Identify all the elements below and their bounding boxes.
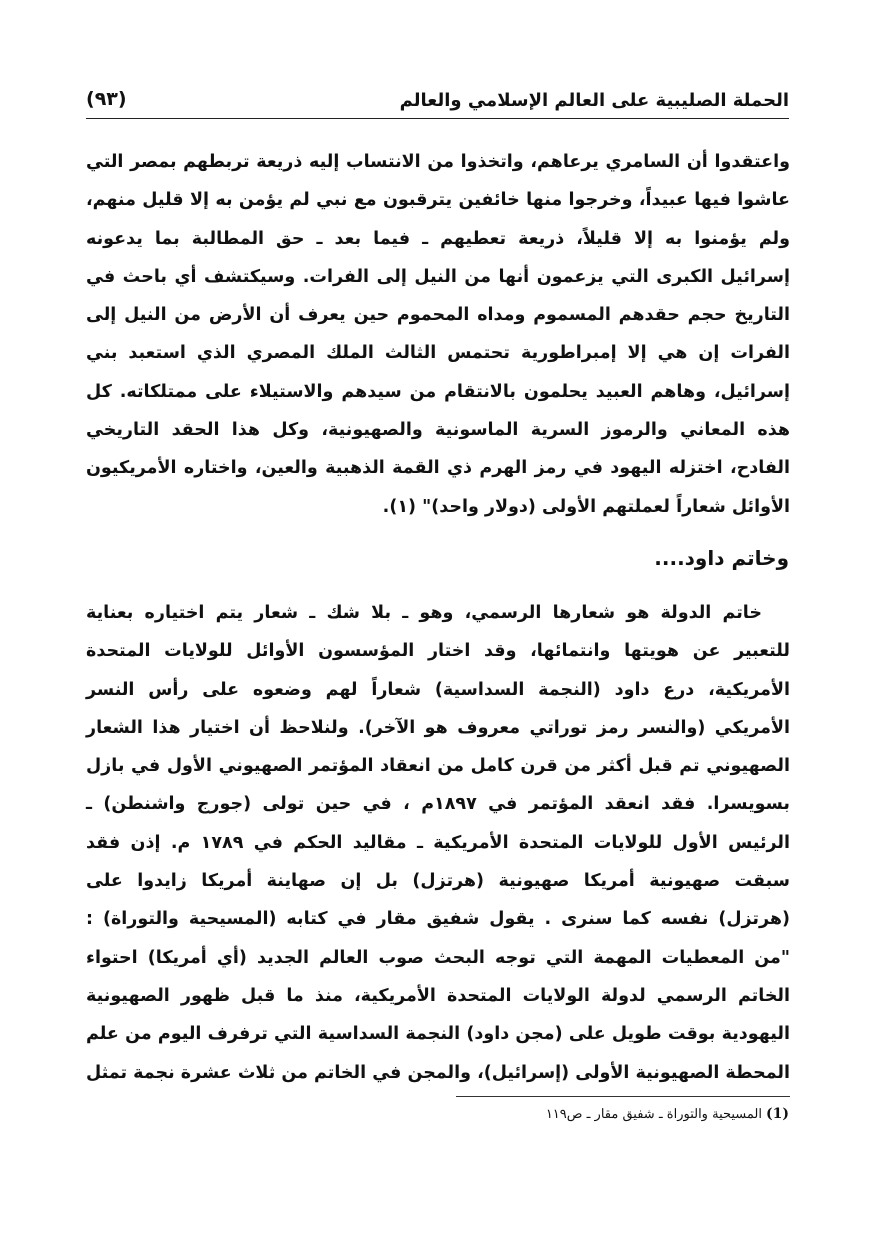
text-line: الفادح، اختزله اليهود في رمز الهرم ذي القمة الذهبية والعين، واختاره الأمريكيون — [86, 458, 790, 479]
text-line: واعتقدوا أن السامري يرعاهم، واتخذوا من الانتساب إليه ذريعة تربطهم بمصر التي — [86, 152, 790, 172]
text-line: خاتم الدولة هو شعارها الرسمي، وهو ـ بلا شك ـ شعار يتم اختياره بعناية — [86, 603, 762, 623]
paragraph-2 — [86, 594, 790, 1092]
running-header — [86, 86, 789, 119]
page-number: (٩٣) — [86, 88, 127, 110]
footnote — [546, 1106, 789, 1122]
text-line: للتعبير عن هويتها وانتمائها، وقد اختار المؤسسون الأوائل للولايات المتحدة — [86, 641, 790, 662]
text-line: المحطة الصهيونية الأولى (إسرائيل)، والمجن في الخاتم من ثلاث عشرة نجمة تمثل — [85, 1062, 790, 1083]
footnote-text: المسيحية والتوراة ـ شفيق مقار ـ ص١١٩ — [545, 1107, 762, 1122]
text-line: اليهودية بوقت طويل على (مجن داود) النجمة السداسية التي ترفرف اليوم من علم — [86, 1024, 790, 1045]
text-line: بسويسرا. فقد انعقد المؤتمر في ١٨٩٧م ، في حين تولى (جورج واشنطن) ـ — [86, 794, 790, 815]
footnote-mark: (1) — [766, 1106, 789, 1122]
text-line: إسرائيل، وهاهم العبيد يحلمون بالانتقام من سيدهم والاستيلاء على ممتلكاته. كل — [86, 381, 790, 402]
text-line: هذه المعاني والرموز السرية الماسونية والصهيونية، وكل هذا الحقد التاريخي — [86, 420, 790, 441]
text-line: ولم يؤمنوا به إلا قليلاً، ذريعة تعطيهم ـ فيما بعد ـ حق المطالبة بما يدعونه — [86, 228, 790, 249]
text-line: "من المعطيات المهمة التي توجه البحث صوب العالم الجديد (أي أمريكا) احتواء — [86, 947, 790, 968]
section-heading: وخاتم داود.... — [654, 546, 789, 570]
text-line: الرئيس الأول للولايات المتحدة الأمريكية ـ مقاليد الحكم في ١٧٨٩ م. إذن فقد — [86, 832, 790, 853]
text-line: (هرتزل) نفسه كما سنرى . يقول شفيق مقار في كتابه (المسيحية والتوراة) : — [86, 909, 790, 930]
text-line: الأمريكي (والنسر رمز توراتي معروف هو الآخر). ولنلاحظ أن اختيار هذا الشعار — [86, 717, 790, 738]
text-line: الخاتم الرسمي لدولة الولايات المتحدة الأمريكية، منذ ما قبل ظهور الصهيونية — [86, 985, 790, 1006]
text-line: عاشوا فيها عبيداً، وخرجوا منها خائفين يترقبون مع نبي لم يؤمن به إلا قليل منهم، — [86, 190, 790, 211]
text-line: التاريخ حجم حقدهم المسموم ومداه المحموم حين يعرف أن الأرض من النيل إلى — [86, 305, 790, 326]
text-line: الأوائل شعاراً لعملتهم الأولى (دولار واحد)" (١). — [382, 496, 790, 517]
text-line: الفرات إن هي إلا إمبراطورية تحتمس الثالث الملك المصري الذي استعبد بني — [86, 343, 790, 364]
book-title: الحملة الصليبية على العالم الإسلامي والعالم — [399, 90, 789, 111]
paragraph-1 — [86, 143, 790, 526]
text-line: الأمريكية، درع داود (النجمة السداسية) شعاراً لهم وضعوه على رأس النسر — [86, 679, 790, 700]
text-line: سبقت صهيونية أمريكا صهيونية (هرتزل) بل إن صهاينة أمريكا زايدوا على — [86, 871, 790, 892]
text-line: الصهيوني تم قبل أكثر من قرن كامل من انعقاد المؤتمر الصهيوني الأول في بازل — [86, 756, 790, 777]
footnote-divider — [456, 1096, 790, 1097]
text-line: إسرائيل الكبرى التي يزعمون أنها من النيل إلى الفرات. وسيكتشف أي باحث في — [86, 266, 790, 287]
